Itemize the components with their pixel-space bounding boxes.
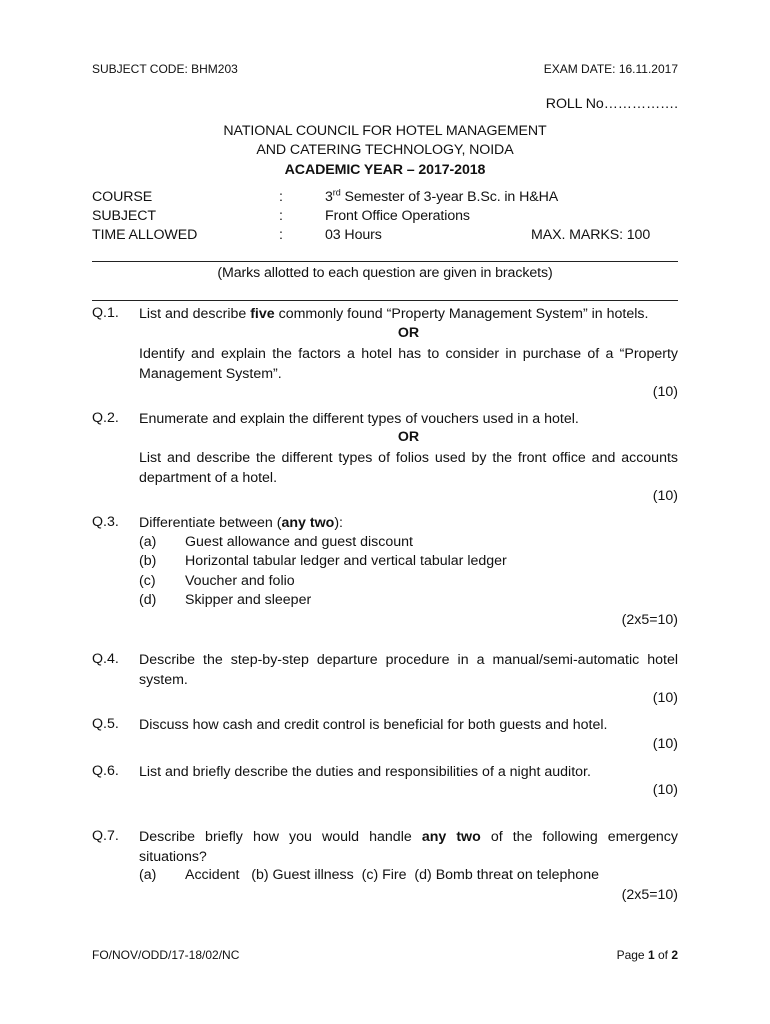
sub-item-text: Horizontal tabular ledger and vertical tabular ledger — [185, 553, 507, 569]
question-text: Discuss how cash and credit control is beneficial for both guests and hotel. — [139, 717, 608, 733]
question-text: List and describe five commonly found “Property Management System” in hotels. — [139, 306, 649, 322]
council-name-line1: NATIONAL COUNCIL FOR HOTEL MANAGEMENT — [223, 123, 547, 139]
question-number: Q.7. — [92, 828, 119, 844]
divider-top — [92, 261, 678, 262]
question-number: Q.3. — [92, 514, 119, 530]
colon: : — [279, 189, 283, 205]
or-separator: OR — [397, 325, 420, 341]
question-text: Describe the step-by-step departure procedure in a manual/semi-automatic hotel system. — [139, 652, 678, 688]
max-marks: MAX. MARKS: 100 — [531, 227, 651, 243]
sub-item-text: Skipper and sleeper — [185, 592, 312, 608]
question-number: Q.2. — [92, 410, 119, 426]
council-name-line2: AND CATERING TECHNOLOGY, NOIDA — [256, 142, 514, 158]
question-text: Describe briefly how you would handle any two of the following emergency situations? — [139, 829, 678, 865]
colon: : — [279, 208, 283, 224]
subject-label: SUBJECT — [92, 208, 156, 224]
exam-date: EXAM DATE: 16.11.2017 — [543, 62, 678, 76]
question-marks: (10) — [652, 782, 678, 798]
academic-year: ACADEMIC YEAR – 2017-2018 — [284, 162, 486, 178]
sub-item-text: Guest allowance and guest discount — [185, 534, 413, 550]
sub-item-label: (a) — [139, 534, 157, 550]
question-text-alternate: List and describe the different types of folios used by the front office and accounts department of a hotel. — [139, 450, 678, 486]
roll-number: ROLL No……………. — [545, 96, 678, 112]
time-allowed-label: TIME ALLOWED — [92, 227, 198, 243]
question-number: Q.5. — [92, 716, 119, 732]
question-text: Enumerate and explain the different types of vouchers used in a hotel. — [139, 411, 579, 427]
question-marks: (10) — [652, 384, 678, 400]
question-marks: (10) — [652, 488, 678, 504]
sub-item-label: (b) — [139, 553, 157, 569]
question-text: List and briefly describe the duties and responsibilities of a night auditor. — [139, 764, 591, 780]
footer-code: FO/NOV/ODD/17-18/02/NC — [92, 948, 240, 962]
question-marks: (10) — [652, 690, 678, 706]
divider-bottom — [92, 300, 678, 301]
sub-item-label: (c) — [139, 573, 156, 589]
subject-code: SUBJECT CODE: BHM203 — [92, 62, 238, 76]
colon: : — [279, 227, 283, 243]
course-label: COURSE — [92, 189, 153, 205]
sub-item-label: (a) — [139, 867, 157, 883]
question-number: Q.4. — [92, 651, 119, 667]
sub-item-label: (d) — [139, 592, 157, 608]
time-allowed-value: 03 Hours — [325, 227, 382, 243]
question-marks: (2x5=10) — [621, 612, 678, 628]
instructions: (Marks allotted to each question are given in brackets) — [217, 265, 553, 281]
question-number: Q.6. — [92, 763, 119, 779]
question-marks: (2x5=10) — [621, 887, 678, 903]
emergency-options: Accident (b) Guest illness (c) Fire (d) Bomb threat on telephone — [185, 867, 599, 883]
question-marks: (10) — [652, 736, 678, 752]
question-text: Differentiate between (any two): — [139, 515, 343, 531]
or-separator: OR — [397, 429, 420, 445]
sub-item-text: Voucher and folio — [185, 573, 295, 589]
subject-value: Front Office Operations — [325, 208, 470, 224]
page-number: Page 1 of 2 — [616, 948, 678, 962]
question-text-alternate: Identify and explain the factors a hotel has to consider in purchase of a “Property Management System”. — [139, 346, 678, 382]
question-number: Q.1. — [92, 305, 119, 321]
course-value: 3rd Semester of 3-year B.Sc. in H&HA — [325, 187, 559, 205]
